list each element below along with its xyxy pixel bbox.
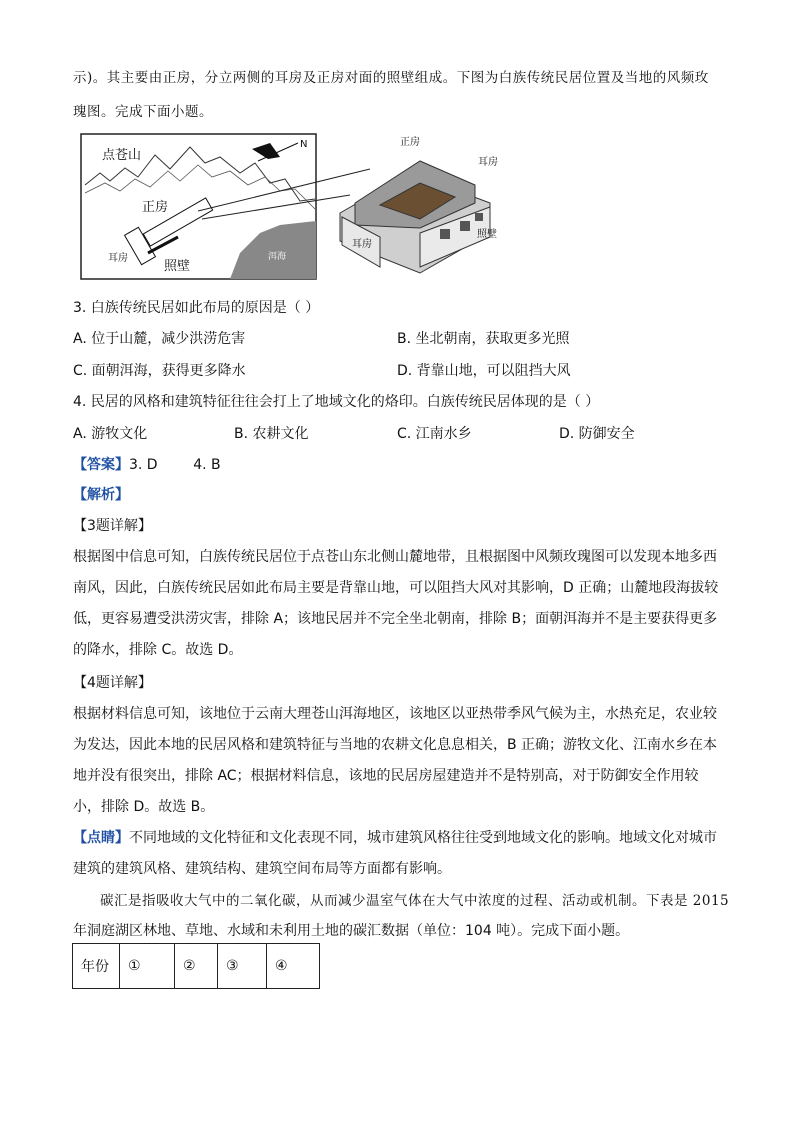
next-intro-line-1: 碳汇是指吸收大气中的二氧化碳，从而减少温室气体在大气中浓度的过程、活动或机制。下表是 2015	[100, 893, 730, 909]
side-house-label: 耳房	[108, 253, 128, 264]
location-map-and-model	[80, 133, 520, 280]
intro-line-1: 示)。其主要由正房，分立两侧的耳房及正房对面的照壁组成。下图为白族传统民居位置及当地的风频玫	[73, 70, 709, 86]
q3-option-a: A. 位于山麓，减少洪涝危害	[73, 331, 246, 347]
model-side-right-label: 耳房	[478, 157, 498, 168]
figure	[80, 133, 520, 280]
detail-4-line-1: 根据材料信息可知，该地位于云南大理苍山洱海地区，该地区以亚热带季风气候为主，水热充足，农业较	[73, 706, 717, 722]
q4-option-c: C. 江南水乡	[397, 426, 472, 442]
detail-4-line-3: 地并没有很突出，排除 AC；根据材料信息，该地的民居房屋建造并不是特别高，对于防御安全作用较	[73, 768, 699, 784]
table-cell: ④	[267, 944, 320, 989]
table-cell: 年份	[73, 944, 120, 989]
detail-4-tag: 【4题详解】	[73, 675, 152, 691]
tip-row	[73, 827, 717, 847]
tip-line-2: 建筑的建筑风格、建筑结构、建筑空间布局等方面都有影响。	[73, 861, 451, 877]
q3-option-b: B. 坐北朝南，获取更多光照	[397, 331, 570, 347]
detail-3-tag: 【3题详解】	[73, 518, 152, 534]
analysis-tag: 【解析】	[73, 487, 129, 503]
table-cell: ②	[175, 944, 218, 989]
detail-3-line-3: 低，更容易遭受洪涝灾害，排除 A；该地民居并不完全坐北朝南，排除 B；面朝洱海并不是主要获得更多	[73, 611, 718, 627]
detail-3-line-4: 的降水，排除 C。故选 D。	[73, 642, 243, 658]
detail-3-line-2: 南风，因此，白族传统民居如此布局主要是背靠山地，可以阻挡大风对其影响，D 正确；山麓地段海拔较	[73, 580, 719, 596]
q3-option-c: C. 面朝洱海，获得更多降水	[73, 363, 246, 379]
q4-option-b: B. 农耕文化	[234, 426, 309, 442]
q4-option-d: D. 防御安全	[559, 426, 635, 442]
detail-4-line-2: 为发达，因此本地的民居风格和建筑特征与当地的农耕文化息息相关，B 正确；游牧文化、江南水乡在本	[73, 737, 718, 753]
answer-text: 3. D 4. B	[129, 457, 221, 473]
table-cell: ①	[120, 944, 175, 989]
answer-tag: 【答案】	[73, 457, 129, 473]
carbon-sink-table	[72, 943, 320, 989]
model-side-left-label: 耳房	[352, 239, 372, 250]
model-screen-label: 照壁	[477, 229, 497, 240]
screen-wall-label: 照壁	[164, 259, 191, 274]
tip-tag: 【点睛】	[73, 830, 129, 846]
answer-row	[73, 454, 221, 474]
detail-3-line-1: 根据图中信息可知，白族传统民居位于点苍山东北侧山麓地带，且根据图中风频玫瑰图可以发现本地多西	[73, 549, 717, 565]
q3-stem: 3. 白族传统民居如此布局的原因是（ ）	[73, 300, 320, 316]
q4-option-a: A. 游牧文化	[73, 426, 148, 442]
q3-option-d: D. 背靠山地，可以阻挡大风	[397, 363, 571, 379]
intro-line-2: 瑰图。完成下面小题。	[73, 104, 213, 120]
mountain-label: 点苍山	[102, 148, 142, 163]
main-house-label: 正房	[142, 200, 169, 215]
table-cell: ③	[218, 944, 267, 989]
north-label: N	[300, 139, 308, 150]
detail-4-line-4: 小，排除 D。故选 B。	[73, 799, 215, 815]
next-intro-line-2: 年洞庭湖区林地、草地、水域和未利用土地的碳汇数据（单位：104 吨）。完成下面小题。	[73, 923, 630, 939]
courtyard-model	[340, 161, 490, 273]
q4-stem: 4. 民居的风格和建筑特征往往会打上了地域文化的烙印。白族传统民居体现的是（ ）	[73, 394, 600, 410]
lake-label: 洱海	[268, 252, 287, 262]
table-row	[73, 944, 320, 989]
model-main-label: 正房	[400, 137, 420, 148]
tip-line-1: 不同地域的文化特征和文化表现不同，城市建筑风格往往受到地域文化的影响。地域文化对城市	[129, 830, 717, 846]
